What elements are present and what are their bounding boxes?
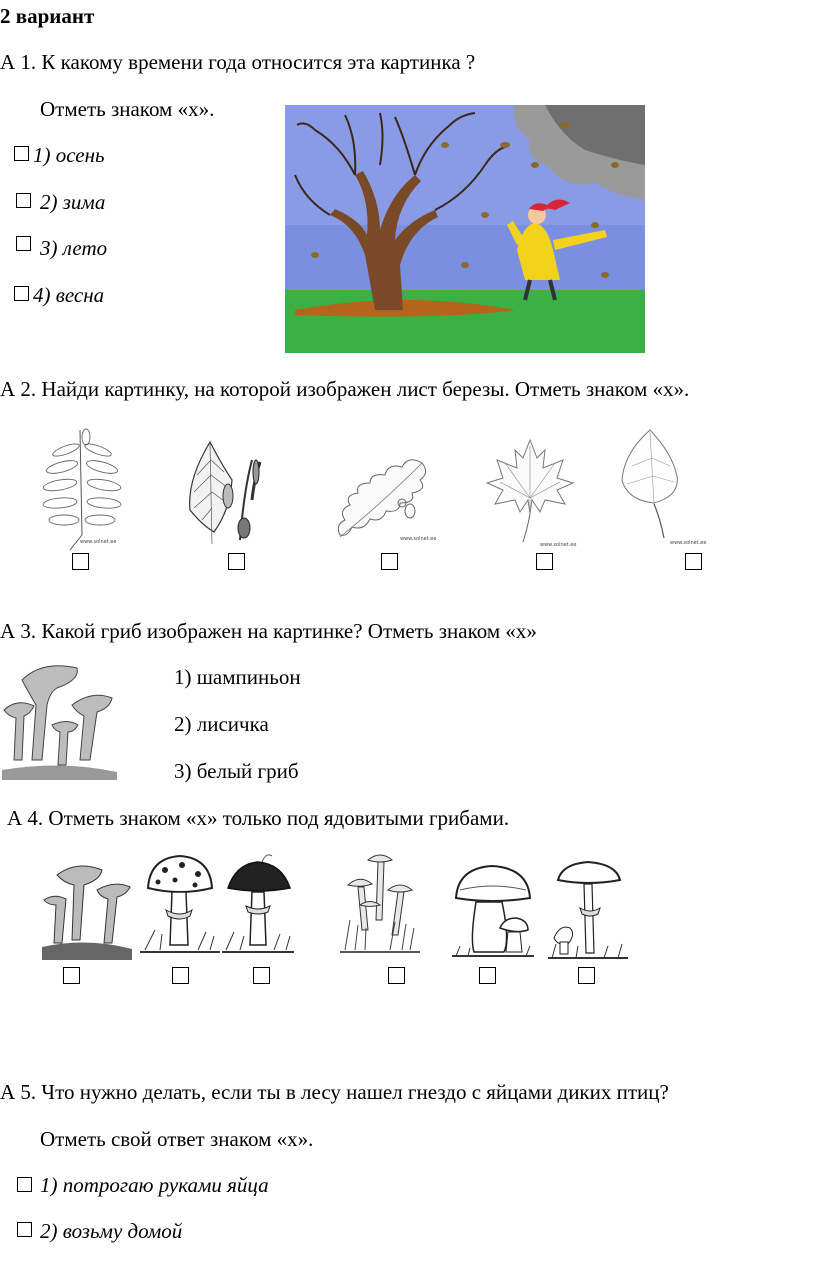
q1-option3-label: 3) лето xyxy=(40,236,108,260)
q1-option1-checkbox[interactable] xyxy=(14,146,29,161)
chanterelle-icon xyxy=(42,855,132,960)
porcini-icon xyxy=(452,860,534,965)
q2-leaf2-checkbox[interactable] xyxy=(228,553,245,570)
q3-option2-label[interactable]: 2) лисичка xyxy=(174,712,269,736)
q1-option4-label: 4) весна xyxy=(33,283,105,307)
q1-option1-label: 1) осень xyxy=(33,143,105,167)
svg-text:www.solnet.ee: www.solnet.ee xyxy=(400,536,437,542)
q4-mushroom3-checkbox[interactable] xyxy=(253,967,270,984)
q1-question: А 1. К какому времени года относится эта картинка ? xyxy=(0,50,476,74)
q1-option2-label: 2) зима xyxy=(40,190,106,214)
autumn-scene-image xyxy=(285,105,645,353)
oak-leaf-icon xyxy=(330,445,440,545)
honey-fungus-icon xyxy=(340,850,420,962)
q5-instruction: Отметь свой ответ знаком «х». xyxy=(40,1127,314,1151)
q4-question: А 4. Отметь знаком «х» только под ядовитыми грибами. xyxy=(7,806,510,830)
q4-mushroom1-checkbox[interactable] xyxy=(63,967,80,984)
parasol-icon xyxy=(548,858,628,966)
q3-question: А 3. Какой гриб изображен на картинке? Отметь знаком «х» xyxy=(0,619,537,643)
q5-option2-checkbox[interactable] xyxy=(17,1222,32,1237)
q5-option1-checkbox[interactable] xyxy=(17,1177,32,1192)
q1-instruction: Отметь знаком «х». xyxy=(40,97,215,121)
q1-option2-checkbox[interactable] xyxy=(16,193,31,208)
q2-leaf3-checkbox[interactable] xyxy=(381,553,398,570)
svg-text:www.solnet.ee: www.solnet.ee xyxy=(670,540,707,546)
q5-option1-label: 1) потрогаю руками яйца xyxy=(40,1173,269,1197)
q3-option1-label[interactable]: 1) шампиньон xyxy=(174,665,301,689)
q4-mushroom5-checkbox[interactable] xyxy=(479,967,496,984)
q2-question: А 2. Найди картинку, на которой изображен лист березы. Отметь знаком «х». xyxy=(0,377,690,401)
q4-mushroom6-checkbox[interactable] xyxy=(578,967,595,984)
q5-option2-label: 2) возьму домой xyxy=(40,1219,183,1243)
variant-title: 2 вариант xyxy=(0,4,95,28)
svg-text:www.solnet.ee: www.solnet.ee xyxy=(540,542,577,548)
q1-option3-checkbox[interactable] xyxy=(16,236,31,251)
q4-mushroom4-checkbox[interactable] xyxy=(388,967,405,984)
q2-leaf4-checkbox[interactable] xyxy=(536,553,553,570)
death-cap-icon xyxy=(222,850,294,962)
rowan-leaf-icon xyxy=(30,425,130,550)
q3-option3-label[interactable]: 3) белый гриб xyxy=(174,759,299,783)
q2-credit-text: www.solnet.ee xyxy=(80,539,117,545)
q2-leaf1-checkbox[interactable] xyxy=(72,553,89,570)
chanterelle-mushroom-image xyxy=(2,650,117,780)
q4-mushroom2-checkbox[interactable] xyxy=(172,967,189,984)
q5-question: А 5. Что нужно делать, если ты в лесу нашел гнездо с яйцами диких птиц? xyxy=(0,1080,669,1104)
aspen-leaf-icon xyxy=(612,428,707,548)
q2-leaf5-checkbox[interactable] xyxy=(685,553,702,570)
maple-leaf-icon xyxy=(485,438,575,548)
q1-option4-checkbox[interactable] xyxy=(14,286,29,301)
fly-agaric-icon xyxy=(140,850,220,962)
birch-leaf-icon xyxy=(182,440,272,550)
